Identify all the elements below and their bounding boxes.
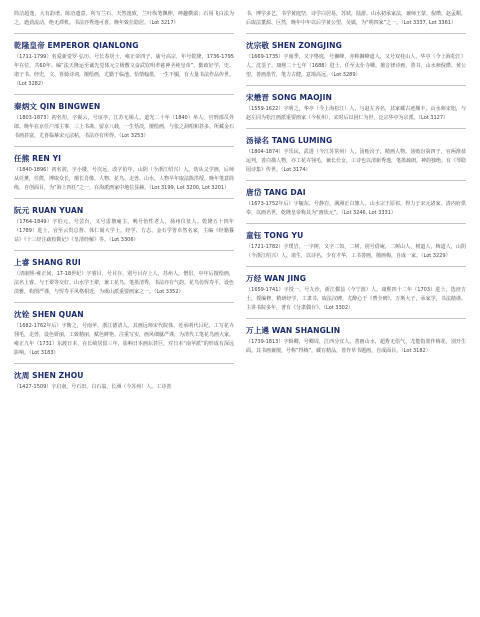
artist-name: 任熊 REN YI [14,154,62,163]
divider [246,33,466,34]
artist-biography: （1427-1509）字启南，号石田，白石翁，长洲（今苏州）人。工诗善 [14,384,172,390]
artist-entry [14,363,234,392]
artist-name: 唐岱 TANG DAI [246,188,306,197]
artist-biography: （1840-1896）初名润，字小楼，号次远，改字伯年，山阴（今浙江绍兴）人。幼从父学画，后师从任薰，任熊，博取众长，擅长肖像、人物、花鸟、走兽、山水，人物早年取法陈洪绶，晚年笔意简练，自创面目，为“海上四任”之一，在海派画家中地位显赫。（Lot 3199, Lot 3200, Lot 3201） [14,167,235,191]
artist-entry [14,250,234,297]
divider [246,85,466,86]
artist-biography: （1803-1873）初名烜，字砚云，号谊亭，江苏无锡人。道光二十年（1840）举人，官刑部员外郎。晚年在京任户部主事、三上书斋，留京八载，一生恬淡，擅绘画，与张之洞唱和甚多。所藏金石书画甚富，尤喜临摹宋元法帖，书法亦有所得。（Lot 3253） [14,115,235,139]
artist-name: 阮元 RUAN YUAN [14,206,84,215]
artist-name: 上睿 SHANG RUI [14,258,81,267]
artist-entry [246,223,466,261]
artist-name: 沈宗敬 SHEN ZONGJING [246,41,342,50]
artist-biography: （1669-1735）字南季，又字恪庭，号狮峰，亦称狮峰道人，又号双桂山人，华亭（今上海松江）人。沈荃子。康熙二十七年（1688）进士，任至太仆寺卿。擅音律诗画，善书，山水师倪瓒、黄公望，善画墨竹，笔力古健，意境高远。（Lot 3289） [246,54,466,78]
artist-entry [14,302,234,358]
artist-entry [14,198,234,245]
artist-name: 童钰 TONG YU [246,231,304,240]
divider [246,128,466,129]
divider [14,94,234,95]
left-column [14,10,234,617]
divider [246,266,466,267]
artist-entry [246,266,466,313]
artist-entry [14,94,234,141]
artist-name: 宋懋晋 SONG MAOJIN [246,93,332,102]
artist-biography: （1721-1782）字璞岩，一字树，又字二如，二树，别号借庵，二树山人，树道人，梅道人，山阴（今浙江绍兴）人。诸生，以诗名，少有才华，工书善画，擅画梅，自成一家。（Lot 3229） [246,244,466,259]
artist-biography: （1559-1622）字明之，华亭（今上海松江）人，与赵左齐名，其家藏古迹颇丰，山水师宋旭，与赵左同为松江画派重要画家（今杭州），宋时后以因仁为世，泛宗华亭为宗派。（Lot 3127） [246,106,466,121]
artist-entry [14,146,234,193]
artist-biography: （1739-1813）字辑卿，号卿周，江西分宜人。善画山水，超秀无俗气，尤能指墨作梅花，别开生面。其书画兼擅，号称“得梅”，藏有精品，善作草书题画，自成面目。（Lot 3182） [246,339,466,354]
artist-entry [246,318,466,356]
divider [14,302,234,303]
artist-entry [246,180,466,218]
continued-paragraph: 书，博学多艺，书学黄庭坚，诗学白居易，苏轼，陆游。山水初承家法，兼师王蒙、倪瓒、赵孟頫，后取法董源、巨然，晚年中年以后学黄公望、吴镇，为“明四家”之一。（Lot 3337, Lot 3361） [246,11,467,26]
artist-name: 秦炳文 QIN BINGWEN [14,102,101,111]
artist-name: 万上遴 WAN SHANGLIN [246,326,341,335]
artist-name: 沈周 SHEN ZHOU [14,371,84,380]
artist-biography: （1659-1741）字授一，号九沙，浙江鄞县（今宁波）人。康熙四十二年（1703）进士，选庶吉士，授编修，精研经学，工隶书，取法汉碑，尤醉心于《曹全碑》。万斯大子，承家学，书法精谨。主讲书院多年，著有《分隶偶存》。（Lot 3302） [246,287,466,311]
divider [14,198,234,199]
divider [246,318,466,319]
artist-entry [246,33,466,80]
artist-biography: （1804-1874）字乐民，武进（今江苏常州）人，汤贻汾子，精画人物。汤贻汾第四子，官两淮盐运判，善白描人物，亦工花卉翎毛，兼长仕女，工诗也以清新秀逸，笔墨疏朗，神韵独绝。有《琴隐园诗集》传世。（Lot 3174） [246,149,467,173]
artist-entry [246,85,466,123]
artist-entry [14,33,234,89]
artist-name: 万经 WAN JING [246,274,307,283]
right-column [246,10,466,617]
artist-name: 沈铨 SHEN QUAN [14,310,84,319]
divider [246,180,466,181]
artist-biography: （1764-1849）字伯元，号芸台，又号雷塘庵主，晚号怡性老人，扬州仪征人。乾隆五十四年（1789）进士，官至云贵总督、体仁阁大学士。经学、方志、金石学皆卓然名家，主编《经籍籑诂》《十三经注疏校勘记》《皇清经解》等。（Lot 3306） [14,219,234,243]
artist-name: 汤禄名 TANG LUMING [246,136,333,145]
divider [246,223,466,224]
artist-biography: （1711-1799）名爱新觉罗·弘历，号长春居士，雍正帝四子，庙号高宗，年号乾隆，1736-1795年在位，共60年。编“法天隆运至诚先觉体元立极敷文奋武钦明孝慈神圣纯皇帝”。勤政好学，史、诸子书、经史，文、喜骑诗词，擅绘画，尤勤于临池。恰情翰墨，一生不辍，有大量书法作品传世。（Lot 3282） [14,54,235,87]
artist-biography: （1682-1762年后）字衡之，号南苹，浙江德清人。其画远师宋代院体，近承明代吕纪，工写花卉翎毛，走兽，设色妍丽，工致精丽，赋色鲜艳。注重写实，画风细腻严谨，为清代工笔花鸟画大家。雍正九年（1731）东渡日本，在长崎居留三年，影响日本画坛甚巨，对日本“南苹派”的形成有深远影响。（Lot 3183） [14,323,235,356]
divider [14,363,234,364]
divider [14,250,234,251]
divider [14,146,234,147]
continued-paragraph: 简洁超逸，大有韵谱。陈洽遗意。所写兰石，天然逸致，兰叶纵笔飘伸，神趣横溢；石用飞白法为之，遒劲流动，绝无滞机。书法亦秀逸可喜。晚年致仕隐居。（Lot 3217） [14,11,234,26]
artist-biography: （1673-1752年后）字毓东，号静岩，满洲正白旗人。山水宗王原祁，得力于宋元诸家。清内府供奉，以画名世，乾隆皇帝称其为“画状元”。（Lot 3246, Lot 3331） [246,201,466,216]
artist-name: 乾隆皇帝 EMPEROR QIANLONG [14,41,139,50]
divider [14,33,234,34]
artist-biography: （清康熙-雍正间，17-18世纪）字睿目，号目存，别号目存上人，苏州人，僧侣，中年后擅绘画，法名上睿。与王翚等交好。山水学王翚，兼工花鸟，笔墨清秀，书法亦有气韵。花鸟仿恽寿平，设色淡雅，构图严谨，与恽寿平风格相近，为虞山派重要画家之一。（Lot 3352） [14,271,235,295]
artist-entry [246,128,466,175]
